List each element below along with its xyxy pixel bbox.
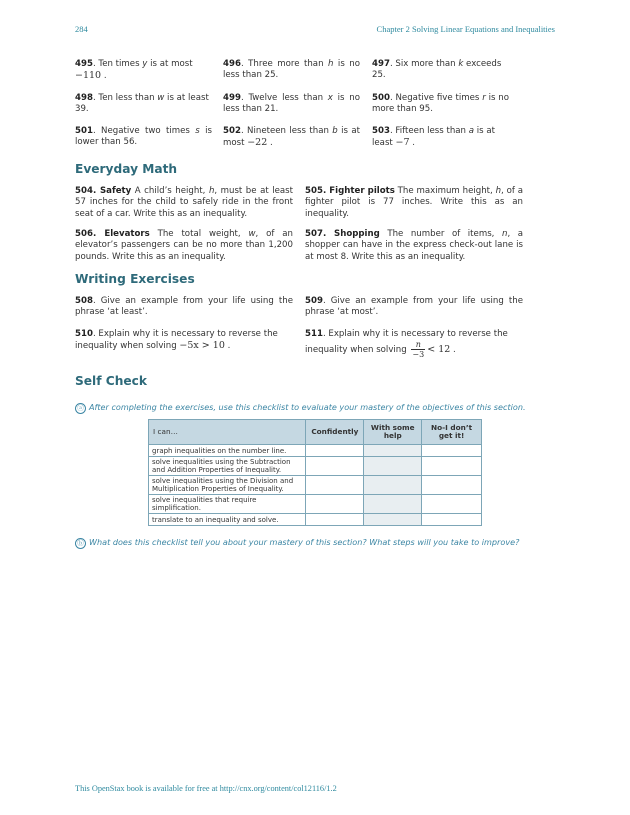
with-some-help-cell (364, 445, 422, 457)
table-row (149, 476, 482, 495)
confidently-cell (306, 445, 364, 457)
col-header-confidently: Confidently (306, 420, 364, 445)
section-heading-self-check: Self Check (75, 374, 147, 388)
chapter-title: Chapter 2 Solving Linear Equations and Inequalities (376, 24, 555, 34)
exercise-503: 503. Fifteen less than a is at least −7 . (372, 126, 495, 149)
exercise-507: 507. Shopping The number of items, n, a shopper can have in the express check-out lane is at most 8. Write this as an inequality. (305, 229, 523, 262)
section-heading-everyday-math: Everyday Math (75, 162, 178, 176)
exercise-504: 504. Safety A child’s height, h, must be at least 57 inches for the child to safely ride in the front seat of a car. Write this as an inequality. (75, 186, 293, 219)
exercise-509: 509. Give an example from your life using the phrase ‘at most’. (305, 296, 523, 318)
self-check-note-a: ⓐ After completing the exercises, use this checklist to evaluate your mastery of the objectives of this section. (75, 402, 526, 414)
table-header-row (149, 420, 482, 445)
confidently-cell (306, 457, 364, 476)
with-some-help-cell (364, 476, 422, 495)
no-cell (422, 445, 482, 457)
confidently-cell (306, 495, 364, 514)
no-cell (422, 476, 482, 495)
table-row (149, 514, 482, 526)
confidently-cell (306, 476, 364, 495)
table-row (149, 445, 482, 457)
footer-text: This OpenStax book is available for free at http://cnx.org/content/col12116/1.2 (75, 784, 337, 793)
col-header-with-some-help: With some help (364, 420, 422, 445)
objective-cell: solve inequalities using the Subtraction and Addition Properties of Inequality. (149, 457, 306, 476)
table-row (149, 495, 482, 514)
with-some-help-cell (364, 457, 422, 476)
no-cell (422, 514, 482, 526)
exercise-500: 500. Negative five times r is no more than 95. (372, 93, 509, 115)
page-number: 284 (75, 24, 88, 34)
exercise-497: 497. Six more than k exceeds 25. (372, 59, 502, 81)
no-cell (422, 495, 482, 514)
confidently-cell (306, 514, 364, 526)
exercise-499: 499. Twelve less than x is no less than 21. (223, 93, 360, 115)
exercise-511: 511. Explain why it is necessary to reverse the inequality when solving $\frac{n}{-3}$ < 12 . (305, 329, 508, 360)
exercise-505: 505. Fighter pilots The maximum height, h, of a fighter pilot is 77 inches. Write this as an inequality. (305, 186, 523, 219)
exercise-502: 502. Nineteen less than b is at most −22 . (223, 126, 360, 149)
exercise-508: 508. Give an example from your life using the phrase ‘at least’. (75, 296, 293, 318)
table-row (149, 457, 482, 476)
objective-cell: solve inequalities using the Division and Multiplication Properties of Inequality. (149, 476, 306, 495)
exercise-501: 501. Negative two times s is lower than 56. (75, 126, 212, 148)
col-header-i-can: I can… (149, 420, 306, 445)
fraction: $\frac{n}{-3}$ (412, 340, 425, 360)
objective-cell: graph inequalities on the number line. (149, 445, 306, 457)
self-check-note-b: ⓑ What does this checklist tell you about your mastery of this section? What steps will you take to improve? (75, 537, 519, 549)
exercise-510: 510. Explain why it is necessary to reverse the inequality when solving −5x > 10 . (75, 329, 278, 352)
with-some-help-cell (364, 514, 422, 526)
exercise-498: 498. Ten less than w is at least 39. (75, 93, 209, 115)
section-heading-writing-exercises: Writing Exercises (75, 272, 195, 286)
marker-a: ⓐ (75, 403, 86, 414)
objective-cell: translate to an inequality and solve. (149, 514, 306, 526)
objective-cell: solve inequalities that require simplification. (149, 495, 306, 514)
exercise-495: 495. Ten times y is at most −110 . (75, 59, 193, 82)
marker-b: ⓑ (75, 538, 86, 549)
exercise-506: 506. Elevators The total weight, w, of an elevator’s passengers can be no more than 1,200 pounds. Write this as an inequality. (75, 229, 293, 262)
exercise-496: 496. Three more than h is no less than 25. (223, 59, 360, 81)
no-cell (422, 457, 482, 476)
with-some-help-cell (364, 495, 422, 514)
col-header-no-i-dont-get-it: No-I don’t get it! (422, 420, 482, 445)
self-check-table (148, 419, 482, 526)
